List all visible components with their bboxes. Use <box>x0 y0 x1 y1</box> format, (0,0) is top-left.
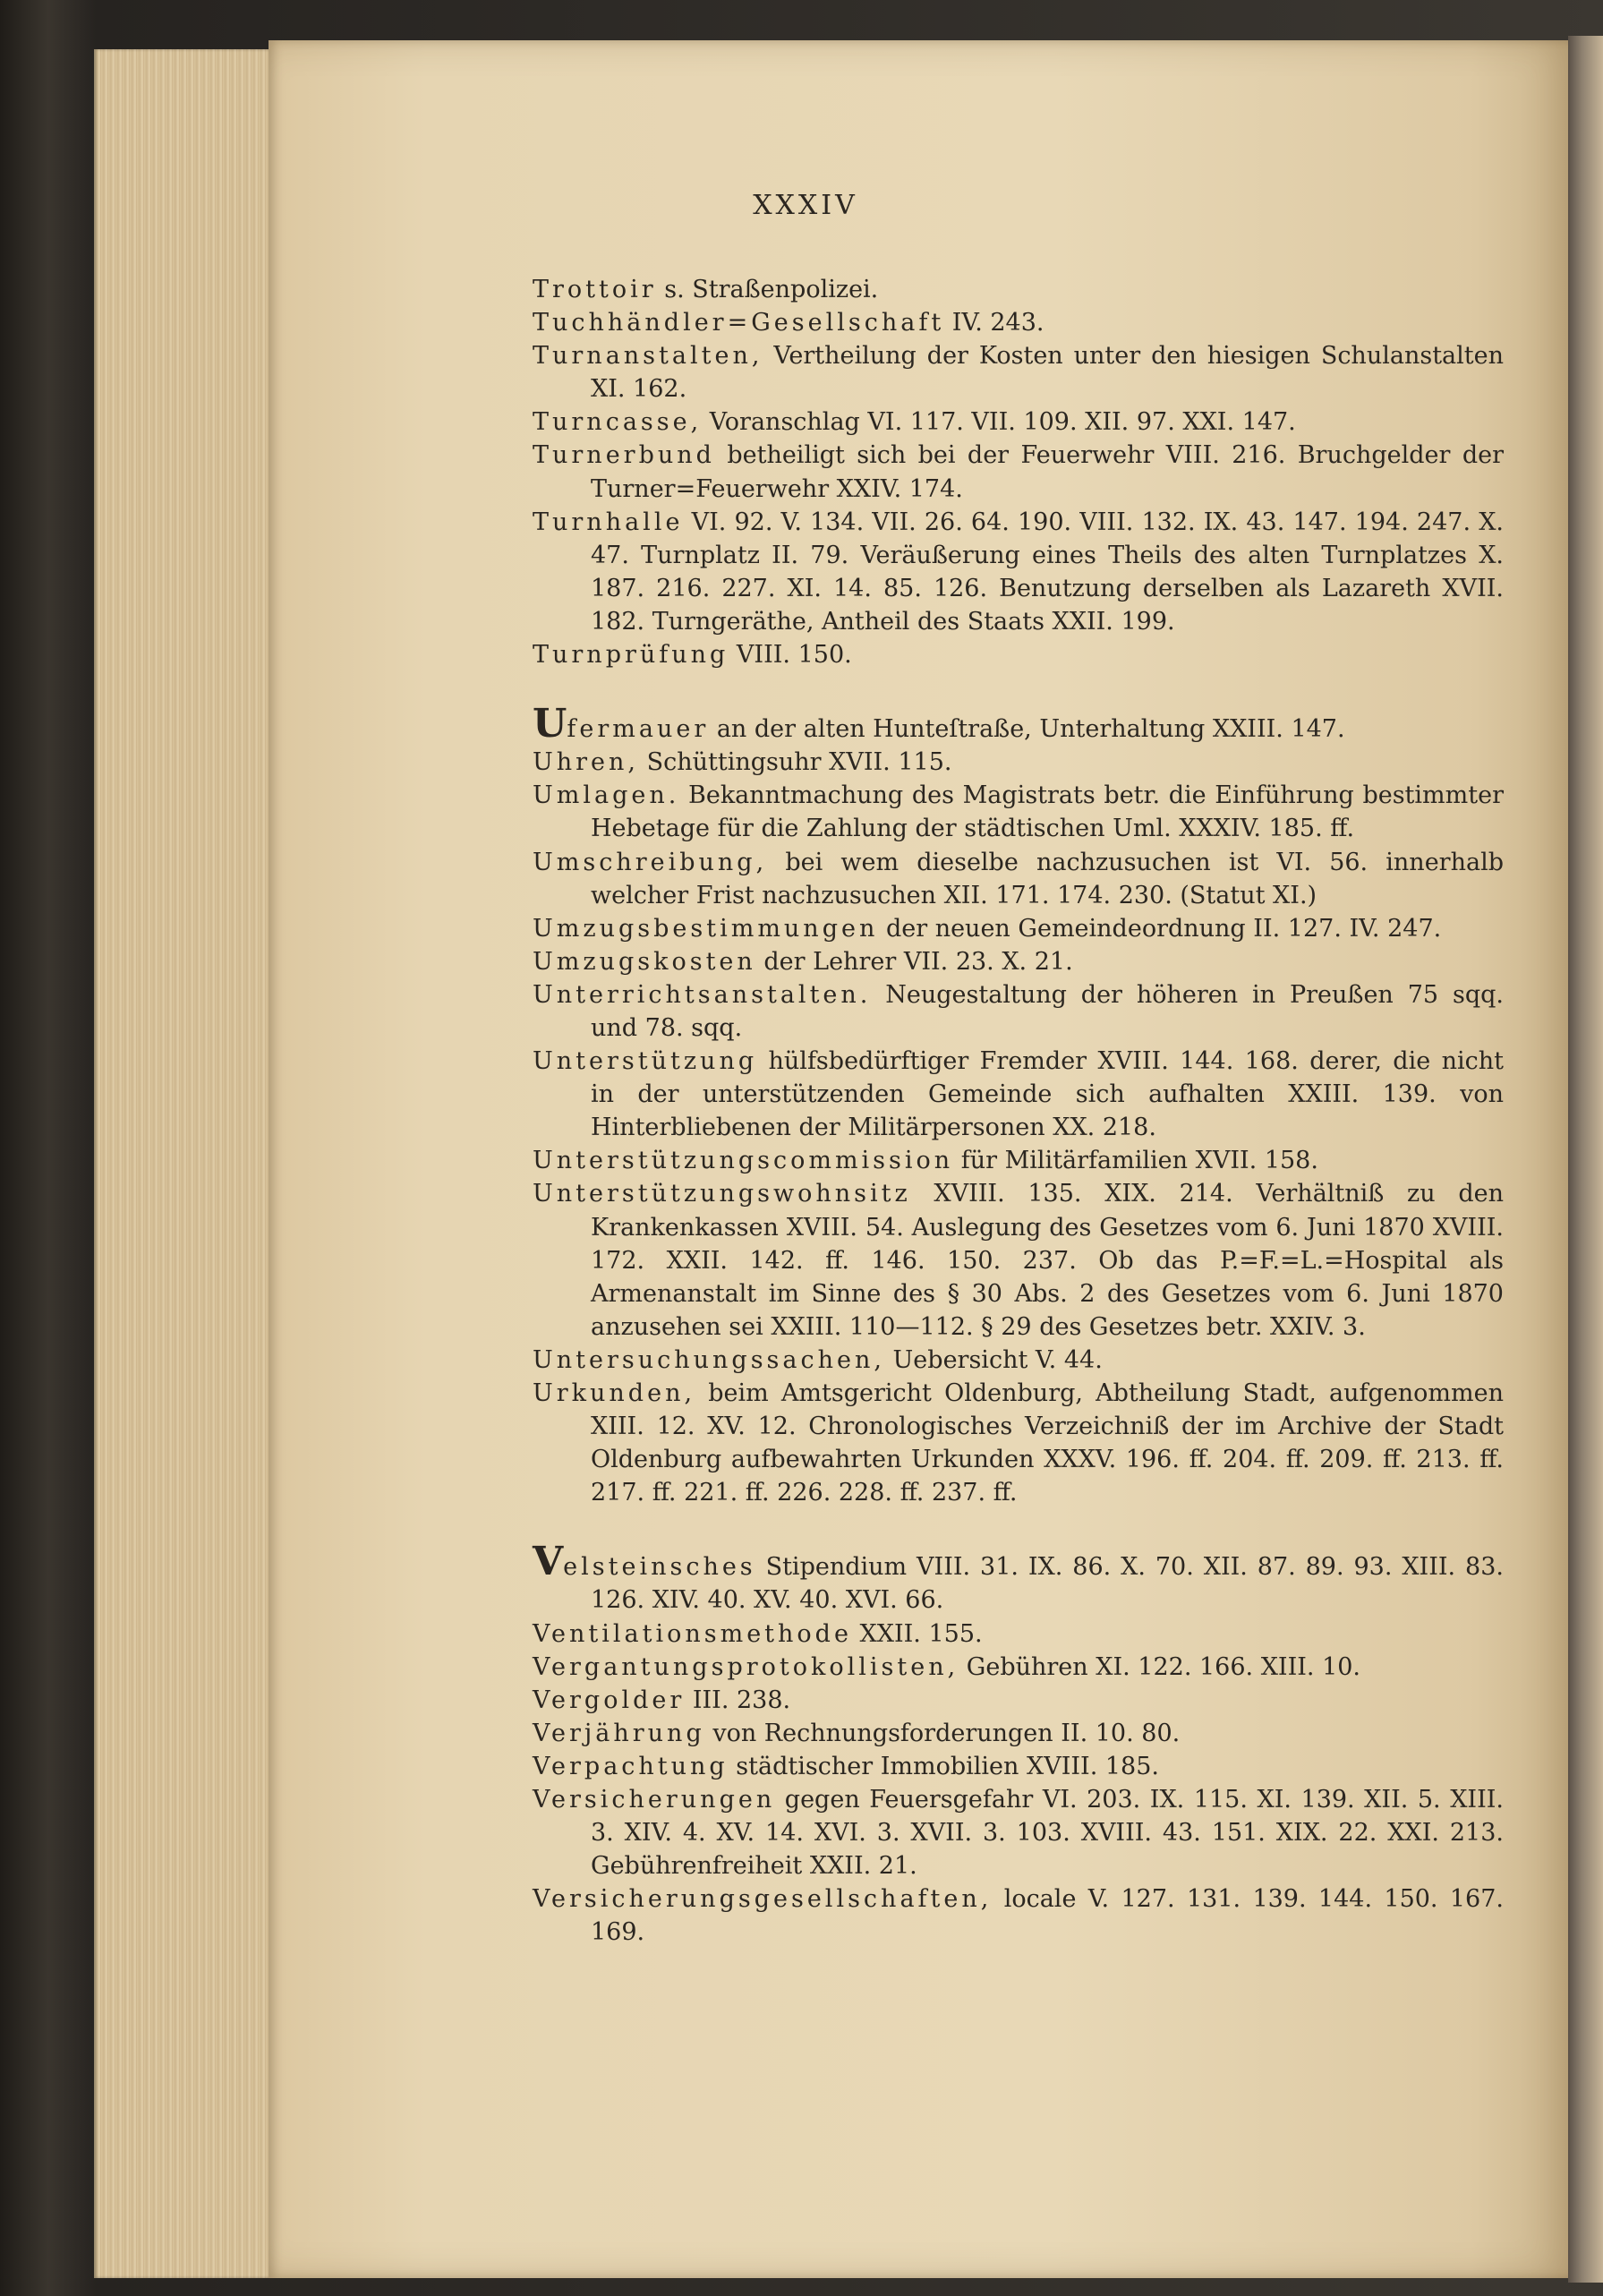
entry-term: Trottoir <box>533 276 657 303</box>
entry-references: VIII. 150. <box>729 641 852 670</box>
entry-references: bei wem dieselbe nachzusuchen ist VI. 56. innerhalb welcher Frist nachzusuchen XII. 171. 174. 230. (Statut XI.) <box>591 848 1504 909</box>
index-entry <box>533 1377 1504 1509</box>
entry-references: beim Amtsgericht Oldenburg, Abtheilung Stadt, aufgenommen XIII. 12. XV. 12. Chronologisches Verzeichniß der im Archive der Stadt Oldenburg aufbewahrten Urkunden XXXV. 196. ff. 204. ff. 209. ff. 213. ff. 217. ff. 221. ff. 226. 228. ff. 237. ff. <box>591 1379 1504 1507</box>
index-entry <box>533 1177 1504 1343</box>
index-entry <box>533 638 1504 671</box>
group-separator <box>533 1509 1504 1549</box>
index-entry <box>533 506 1504 638</box>
index-entry <box>533 1045 1504 1144</box>
entry-references: Vertheilung der Kosten unter den hiesigen Schulanstalten XI. 162. <box>591 342 1504 404</box>
entry-term: Umschreibung, <box>533 848 768 876</box>
index-entry <box>533 779 1504 845</box>
initial-letter: U <box>533 701 567 747</box>
entry-term: Umzugsbestimmungen <box>533 914 879 943</box>
entry-term: Uhren, <box>533 748 640 777</box>
group-separator <box>533 671 1504 711</box>
entry-references: für Militärfamilien XVII. 158. <box>953 1147 1318 1175</box>
entry-references: III. 238. <box>685 1686 791 1714</box>
index-entry <box>533 1651 1504 1684</box>
entry-references: betheiligt sich bei der Feuerwehr VIII. 216. Bruchgelder der Turner=Feuerwehr XXIV. 174. <box>591 441 1504 503</box>
entry-references: XXII. 155. <box>851 1619 983 1648</box>
index-entry <box>533 912 1504 945</box>
entry-references: locale V. 127. 131. 139. 144. 150. 167. 169. <box>591 1885 1504 1947</box>
entry-references: von Rechnungsforderungen II. 10. 80. <box>704 1719 1181 1747</box>
index-entry <box>533 1783 1504 1882</box>
entry-references: Stipendium VIII. 31. IX. 86. X. 70. XII. 87. 89. 93. XIII. 83. 126. XIV. 40. XV. 40. XVI. 66. <box>591 1553 1504 1615</box>
entry-term: Versicherungen <box>533 1786 776 1814</box>
entry-term: Unterstützungswohnsitz <box>533 1180 911 1208</box>
index-content <box>533 273 1504 1950</box>
entry-references: der Lehrer VII. 23. X. 21. <box>755 947 1073 976</box>
entry-term: Unterstützungscommission <box>533 1147 954 1175</box>
index-entry <box>533 846 1504 912</box>
entry-references: städtischer Immobilien XVIII. 185. <box>728 1752 1159 1780</box>
index-group <box>533 1539 1504 1949</box>
entry-references: der neuen Gemeindeordnung II. 127. IV. 247. <box>878 914 1442 943</box>
entry-term: Turnprüfung <box>533 641 729 670</box>
entry-references: Neugestaltung der höheren in Preußen 75 sqq. und 78. sqq. <box>591 980 1504 1042</box>
index-entry <box>533 1684 1504 1717</box>
entry-references: hülfsbedürftiger Fremder XVIII. 144. 168. derer, die nicht in der unterstützenden Gemeinde sich aufhalten XXIII. 139. von Hinterbliebenen der Militärpersonen XX. 218. <box>591 1047 1504 1142</box>
entry-term: Unterrichtsanstalten. <box>533 980 872 1009</box>
next-page-edge <box>1568 36 1603 2283</box>
entry-term: Untersuchungssachen, <box>533 1345 885 1374</box>
index-group <box>533 701 1504 1509</box>
entry-references: Schüttingsuhr XVII. 115. <box>639 748 952 777</box>
entry-references: an der alten Hunteſtraße, Unterhaltung XXIII. 147. <box>709 715 1345 744</box>
entry-references: s. Straßenpolizei. <box>656 276 879 303</box>
entry-term: elsteinsches <box>563 1553 756 1582</box>
index-entry <box>533 945 1504 978</box>
entry-term: Umzugskosten <box>533 947 756 976</box>
entry-term: Umlagen. <box>533 781 680 810</box>
index-entry <box>533 978 1504 1045</box>
entry-term: fermauer <box>567 715 710 744</box>
entry-term: Turnerbund <box>533 441 715 470</box>
index-entry <box>533 1144 1504 1177</box>
entry-term: Ventilationsmethode <box>533 1619 852 1648</box>
entry-term: Verpachtung <box>533 1752 729 1780</box>
index-entry <box>533 1344 1504 1377</box>
entry-references: VI. 92. V. 134. VII. 26. 64. 190. VIII. 132. IX. 43. 147. 194. 247. X. 47. Turnplatz II. 79. Veräußerung eines Theils des alten Turnplatzes X. 187. 216. 227. XI. 14. 85. 126. Benutzung derselben als Lazareth XVII. 182. Turngeräthe, Antheil des Staats XXII. 199. <box>591 508 1504 636</box>
index-entry <box>533 1750 1504 1783</box>
index-entry <box>533 701 1504 747</box>
entry-term: Turncasse, <box>533 408 703 437</box>
entry-term: Urkunden, <box>533 1379 696 1407</box>
entry-term: Verjährung <box>533 1719 705 1747</box>
page-edges <box>94 49 282 2278</box>
index-group <box>533 273 1504 671</box>
entry-term: Turnhalle <box>533 508 684 536</box>
index-entry <box>533 306 1504 339</box>
page-number: XXXIV <box>753 190 858 221</box>
entry-references: Gebühren XI. 122. 166. XIII. 10. <box>959 1652 1361 1681</box>
index-entry <box>533 405 1504 439</box>
index-entry <box>533 1539 1504 1617</box>
index-entry <box>533 1882 1504 1949</box>
entry-references: XVIII. 135. XIX. 214. Verhältniß zu den Krankenkassen XVIII. 54. Auslegung des Gesetzes vom 6. Juni 1870 XVIII. 172. XXII. 142. ff. 146. 150. 237. Ob das P.=F.=L.=Hospital als Armenanstalt im Sinne des § 30 Abs. 2 des Gesetzes vom 6. Juni 1870 anzusehen sei XXIII. 110—112. § 29 des Gesetzes betr. XXIV. 3. <box>591 1180 1504 1341</box>
index-entry <box>533 273 1504 306</box>
entry-term: Vergolder <box>533 1686 686 1714</box>
entry-references: gegen Feuersgefahr VI. 203. IX. 115. XI. 139. XII. 5. XIII. 3. XIV. 4. XV. 14. XVI. 3. XVII. 3. 103. XVIII. 43. 151. XIX. 22. XXI. 213. Gebührenfreiheit XXII. 21. <box>591 1786 1504 1881</box>
entry-term: Unterstützung <box>533 1047 758 1076</box>
entry-term: Versicherungsgesellschaften, <box>533 1885 993 1914</box>
index-entry <box>533 439 1504 505</box>
index-entry <box>533 1617 1504 1651</box>
entry-term: Turnanstalten, <box>533 342 763 371</box>
index-entry <box>533 339 1504 405</box>
index-entry <box>533 1717 1504 1750</box>
entry-references: Bekanntmachung des Magistrats betr. die Einführung bestimmter Hebetage für die Zahlung der städtischen Uml. XXXIV. 185. ff. <box>591 781 1504 843</box>
initial-letter: V <box>533 1539 564 1585</box>
entry-term: Vergantungsprotokollisten, <box>533 1652 959 1681</box>
index-entry <box>533 746 1504 779</box>
entry-references: Voranschlag VI. 117. VII. 109. XII. 97. XXI. 147. <box>702 408 1296 437</box>
entry-term: Tuchhändler=Gesellschaft <box>533 309 945 337</box>
entry-references: IV. 243. <box>944 309 1045 337</box>
entry-references: Uebersicht V. 44. <box>884 1345 1103 1374</box>
